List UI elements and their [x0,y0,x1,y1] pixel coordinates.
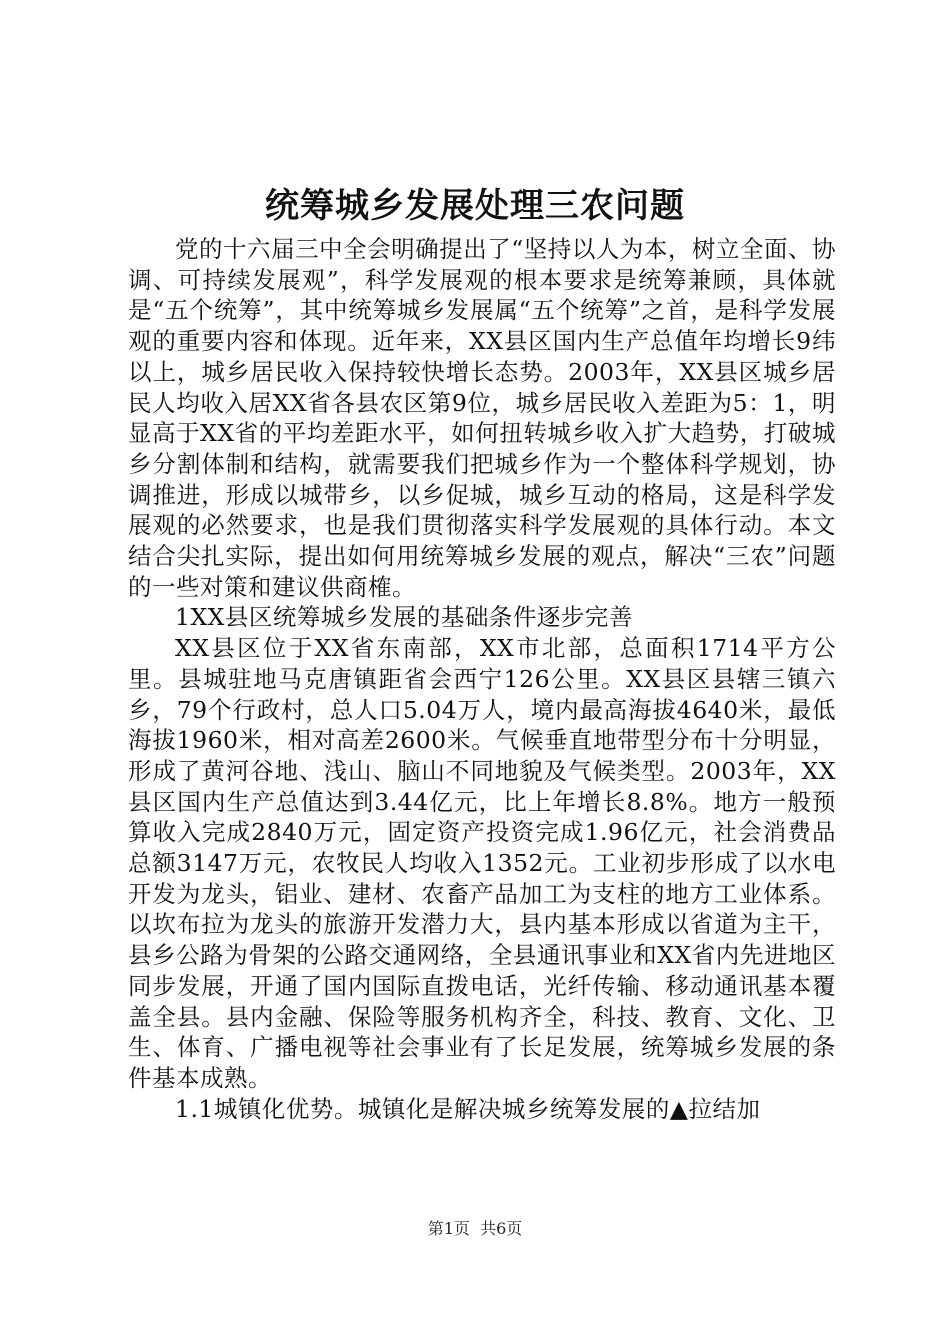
document-body [128,234,836,1124]
paragraph-subsection-1-1: 1.1城镇化优势。城镇化是解决城乡统筹发展的▲拉结加 [175,1094,761,1123]
paragraph-section-1: XX县区位于XX省东南部，XX市北部，总面积1714平方公里。县城驻地马克唐镇距省会西宁126公里。XX县区县辖三镇六乡，79个行政村，总人口5.04万人，境内最高海拔4640米，最低海拔1960米，相对高差2600米。气候垂直地带型分布十分明显，形成了黄河谷地、浅山、脑山不同地貌及气候类型。2003年，XX县区国内生产总值达到3.44亿元，比上年增长8.8%。地方一般预算收入完成2840万元，固定资产投资完成1.96亿元，社会消费品总额3147万元，农牧民人均收入1352元。工业初步形成了以水电开发为龙头，铝业、建材、农畜产品加工为支柱的地方工业体系。以坎布拉为龙头的旅游开发潜力大，县内基本形成以省道为主干，县乡公路为骨架的公路交通网络，全县通讯事业和XX省内先进地区同步发展，开通了国内国际直拨电话，光纤传输、移动通讯基本覆盖全县。县内金融、保险等服务机构齐全，科技、教育、文化、卫生、体育、广播电视等社会事业有了长足发展，统筹城乡发展的条件基本成熟。 [128,634,836,1092]
page-total: 共6页 [480,1219,523,1238]
section-heading-1: 1XX县区统筹城乡发展的基础条件逐步完善 [175,603,633,632]
document-title: 统筹城乡发展处理三农问题 [265,186,685,226]
paragraph-intro: 党的十六届三中全会明确提出了“坚持以人为本，树立全面、协调、可持续发展观”，科学发展观的根本要求是统筹兼顾，具体就是“五个统筹”，其中统筹城乡发展属“五个统筹”之首，是科学发展观的重要内容和体现。近年来，XX县区国内生产总值年均增长9纬以上，城乡居民收入保持较快增长态势。2003年，XX县区城乡居民人均收入居XX省各县农区第9位，城乡居民收入差距为5：1，明显高于XX省的平均差距水平，如何扭转城乡收入扩大趋势，打破城乡分割体制和结构，就需要我们把城乡作为一个整体科学规划，协调推进，形成以城带乡，以乡促城，城乡互动的格局，这是科学发展观的必然要求，也是我们贯彻落实科学发展观的具体行动。本文结合尖扎实际，提出如何用统筹城乡发展的观点，解决“三农”问题的一些对策和建议供商榷。 [128,235,836,601]
page-footer [0,1218,950,1240]
page-number: 第1页 [427,1219,470,1238]
